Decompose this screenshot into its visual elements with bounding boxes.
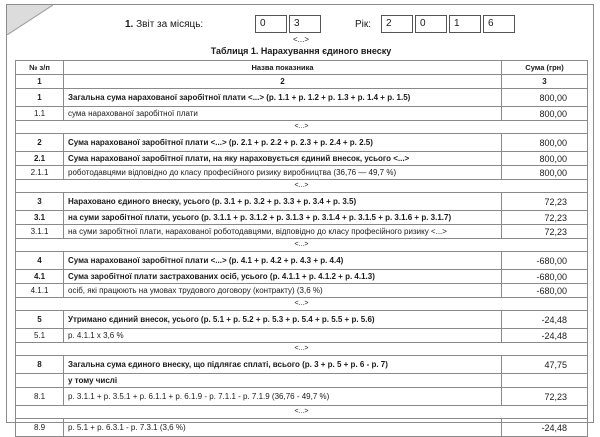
row-name: сума нарахованої заробітної плати: [64, 107, 502, 121]
row-number: 8.9: [16, 419, 64, 437]
table-row: [16, 311, 588, 329]
row-number: 2.1: [16, 152, 64, 166]
row-name: р. 4.1.1 х 3,6 %: [64, 329, 502, 343]
table-row: [16, 225, 588, 239]
row-sum[interactable]: 72,23: [502, 193, 588, 211]
row-name: роботодавцями відповідно до класу професійного ризику виробництва (36,76 — 49,7 %): [64, 166, 502, 180]
year-digit-3[interactable]: 1: [449, 15, 481, 33]
row-name: осіб, які працюють на умовах трудового договору (контракту) (3,6 %): [64, 284, 502, 298]
row-number: 2: [16, 134, 64, 152]
table-row: [16, 374, 588, 388]
omission-marker: <...>: [16, 343, 588, 356]
row-name: Сума нарахованої заробітної плати, на яку нараховується єдиний внесок, усього <...>: [64, 152, 502, 166]
table-header-row: [16, 61, 588, 75]
table-row: [16, 152, 588, 166]
row-number: 5.1: [16, 329, 64, 343]
table-row: [16, 166, 588, 180]
row-sum[interactable]: -680,00: [502, 270, 588, 284]
omission-marker: <...>: [16, 239, 588, 252]
col-header-name: Назва показника: [64, 61, 502, 75]
row-sum[interactable]: 800,00: [502, 134, 588, 152]
row-number: 8: [16, 356, 64, 374]
row-name: Загальна сума єдиного внеску, що підлягає сплаті, всього (р. 3 + р. 5 + р. 6 - р. 7): [64, 356, 502, 374]
row-name: Сума заробітної плати застрахованих осіб, усього (р. 4.1.1 + р. 4.1.2 + р. 4.1.3): [64, 270, 502, 284]
col-index-3: 3: [502, 75, 588, 89]
row-number: 4.1.1: [16, 284, 64, 298]
col-index-2: 2: [64, 75, 502, 89]
column-index-row: [16, 75, 588, 89]
row-name: на суми заробітної плати, усього (р. 3.1.1 + р. 3.1.2 + р. 3.1.3 + р. 3.1.4 + р. 3.1.5 + р. 3.1.6 + р. 3.1.7): [64, 211, 502, 225]
omission-row: [16, 180, 588, 193]
table-row: [16, 284, 588, 298]
omission-row: [16, 406, 588, 419]
row-name: Загальна сума нарахованої заробітної плати <...> (р. 1.1 + р. 1.2 + р. 1.3 + р. 1.4 + р. 1.5): [64, 89, 502, 107]
omission-marker: <...>: [16, 121, 588, 134]
col-header-sum: Сума (грн): [502, 61, 588, 75]
year-label: Рік:: [355, 19, 372, 30]
row-number: 4.1: [16, 270, 64, 284]
omission-row: [16, 121, 588, 134]
table-row: [16, 211, 588, 225]
omission-row: [16, 239, 588, 252]
row-sum[interactable]: -24,48: [502, 419, 588, 437]
row-sum[interactable]: 72,23: [502, 225, 588, 239]
row-name: Сума нарахованої заробітної плати <...> (р. 2.1 + р. 2.2 + р. 2.3 + р. 2.4 + р. 2.5): [64, 134, 502, 152]
omission-row: [16, 343, 588, 356]
year-digit-1[interactable]: 2: [381, 15, 413, 33]
row-number: 1.1: [16, 107, 64, 121]
table-row: [16, 270, 588, 284]
row-sum[interactable]: 72,23: [502, 388, 588, 406]
row-number: 8.1: [16, 388, 64, 406]
omission-marker: <...>: [16, 180, 588, 193]
row-number: [16, 374, 64, 388]
row-name: Утримано єдиний внесок, усього (р. 5.1 + р. 5.2 + р. 5.3 + р. 5.4 + р. 5.5 + р. 5.6): [64, 311, 502, 329]
row-sum[interactable]: 800,00: [502, 166, 588, 180]
omission-marker: <...>: [16, 298, 588, 311]
row-sum[interactable]: 800,00: [502, 107, 588, 121]
row-sum[interactable]: -24,48: [502, 311, 588, 329]
row-sum[interactable]: -680,00: [502, 252, 588, 270]
table-row: [16, 193, 588, 211]
omission-row: [16, 298, 588, 311]
report-period-label: 1. Звіт за місяць:: [125, 19, 204, 30]
row-sum[interactable]: [502, 374, 588, 388]
row-name: на суми заробітної плати, нарахованої роботодавцями, відповідно до класу професійного ризику <...>: [64, 225, 502, 239]
table-row: [16, 134, 588, 152]
table-row: [16, 388, 588, 406]
omission-marker: <...>: [16, 406, 588, 419]
month-digit-1[interactable]: 0: [255, 15, 287, 33]
table-row: [16, 356, 588, 374]
year-digit-2[interactable]: 0: [415, 15, 447, 33]
row-name: у тому числі: [64, 374, 502, 388]
row-name: р. 5.1 + р. 6.3.1 - р. 7.3.1 (3,6 %): [64, 419, 502, 437]
row-sum[interactable]: -680,00: [502, 284, 588, 298]
row-number: 3: [16, 193, 64, 211]
row-number: 1: [16, 89, 64, 107]
row-number: 2.1.1: [16, 166, 64, 180]
row-sum[interactable]: -24,48: [502, 329, 588, 343]
row-name: Сума нарахованої заробітної плати <...> (р. 4.1 + р. 4.2 + р. 4.3 + р. 4.4): [64, 252, 502, 270]
table-row: [16, 329, 588, 343]
omission-marker: <...>: [292, 35, 309, 44]
row-sum[interactable]: 72,23: [502, 211, 588, 225]
row-sum[interactable]: 800,00: [502, 152, 588, 166]
row-name: р. 3.1.1 + р. 3.5.1 + р. 6.1.1 + р. 6.1.9 - р. 7.1.1 - р. 7.1.9 (36,76 - 49,7 %): [64, 388, 502, 406]
year-digit-4[interactable]: 6: [483, 15, 515, 33]
table-row: [16, 89, 588, 107]
table-row: [16, 107, 588, 121]
row-number: 5: [16, 311, 64, 329]
col-index-1: 1: [16, 75, 64, 89]
table-row: [16, 419, 588, 437]
row-sum[interactable]: 47,75: [502, 356, 588, 374]
table-title: Таблиця 1. Нарахування єдиного внеску: [210, 46, 392, 56]
row-sum[interactable]: 800,00: [502, 89, 588, 107]
contribution-table: [15, 60, 588, 437]
month-digit-2[interactable]: 3: [289, 15, 321, 33]
row-number: 3.1: [16, 211, 64, 225]
row-number: 4: [16, 252, 64, 270]
row-number: 3.1.1: [16, 225, 64, 239]
col-header-num: № з/п: [16, 61, 64, 75]
table-row: [16, 252, 588, 270]
document-frame: [6, 4, 594, 433]
row-name: Нараховано єдиного внеску, усього (р. 3.1 + р. 3.2 + р. 3.3 + р. 3.4 + р. 3.5): [64, 193, 502, 211]
report-header: [7, 15, 595, 35]
